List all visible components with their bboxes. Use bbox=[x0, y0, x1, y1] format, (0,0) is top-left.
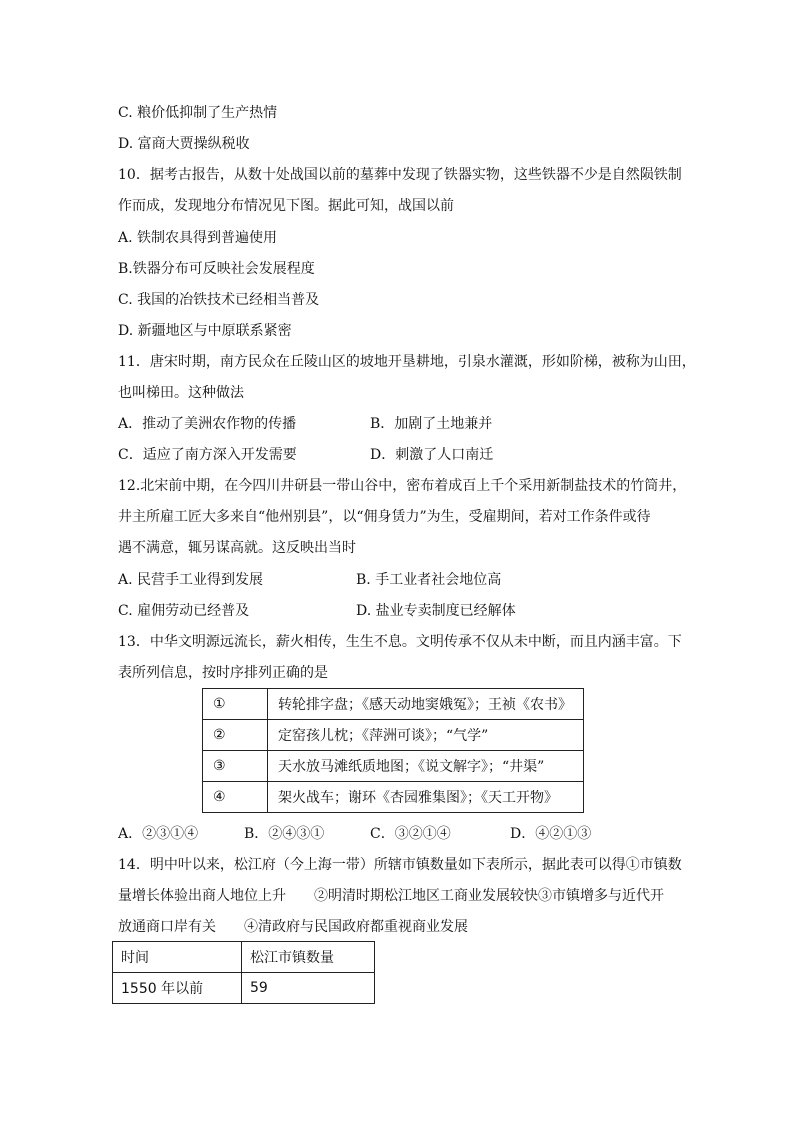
q13-option-d: D．④②①③ bbox=[510, 826, 592, 842]
q13-info-table bbox=[202, 688, 584, 813]
q14-cell-count: 59 bbox=[242, 973, 375, 1004]
q12-stem-line-3: 遇不满意，辄另谋高就。这反映出当时 bbox=[118, 540, 356, 556]
q10-stem-line-2: 作而成，发现地分布情况见下图。据此可知，战国以前 bbox=[118, 198, 454, 214]
q12-stem-line-1: 12.北宋前中期，在今四川井研县一带山谷中，密布着成百上千个采用新制盐技术的竹筒井， bbox=[118, 478, 687, 494]
q13-option-a: A．②③①④ bbox=[118, 826, 199, 842]
q9-option-d: D. 富商大贾操纵税收 bbox=[118, 136, 250, 152]
q11-stem-line-1: 11．唐宋时期，南方民众在丘陵山区的坡地开垦耕地，引泉水灌溉，形如阶梯，被称为山田， bbox=[118, 354, 696, 370]
q14-header-count: 松江市镇数量 bbox=[242, 942, 375, 973]
q13-row-number: ③ bbox=[203, 751, 268, 782]
q13-option-c: C．③②①④ bbox=[370, 826, 451, 842]
table-header-row bbox=[113, 942, 375, 973]
table-row bbox=[203, 689, 584, 720]
q13-row-number: ① bbox=[203, 689, 268, 720]
q13-row-text: 转轮排字盘；《感天动地窦娥冤》；王祯《农书》 bbox=[268, 689, 584, 720]
table-row bbox=[113, 973, 375, 1004]
q10-option-c: C. 我国的冶铁技术已经相当普及 bbox=[118, 292, 320, 308]
q10-option-d: D. 新疆地区与中原联系紧密 bbox=[118, 323, 292, 339]
q12-option-d: D. 盐业专卖制度已经解体 bbox=[356, 603, 516, 619]
q11-option-c: C．适应了南方深入开发需要 bbox=[118, 447, 297, 463]
q12-stem-line-2: 井主所雇工匠大多来自“他州别县”，以“佣身赁力”为生，受雇期间，若对工作条件或待 bbox=[118, 509, 651, 525]
q10-option-a: A. 铁制农具得到普遍使用 bbox=[118, 230, 278, 246]
q12-option-c: C. 雇佣劳动已经普及 bbox=[118, 603, 250, 619]
q11-option-d: D．刺激了人口南迁 bbox=[370, 447, 494, 463]
q10-option-b: B.铁器分布可反映社会发展程度 bbox=[118, 261, 315, 277]
q14-data-table bbox=[112, 941, 375, 1004]
q11-option-a: A．推动了美洲农作物的传播 bbox=[118, 416, 297, 432]
table-row bbox=[203, 751, 584, 782]
q11-stem-line-2: 也叫梯田。这种做法 bbox=[118, 385, 244, 401]
q14-stem-line-1: 14．明中叶以来，松江府（今上海一带）所辖市镇数量如下表所示，据此表可以得①市镇数 bbox=[118, 857, 682, 873]
table-row bbox=[203, 782, 584, 813]
q13-row-text: 天水放马滩纸质地图；《说文解字》；“井渠” bbox=[268, 751, 584, 782]
q9-option-c: C. 粮价低抑制了生产热情 bbox=[118, 105, 278, 121]
q14-stem-line-3: 放通商口岸有关 ④清政府与民国政府都重视商业发展 bbox=[118, 919, 468, 935]
q13-row-number: ② bbox=[203, 720, 268, 751]
q13-row-text: 架火战车；谢环《杏园雅集图》；《天工开物》 bbox=[268, 782, 584, 813]
q14-cell-time: 1550 年以前 bbox=[113, 973, 242, 1004]
q14-stem-line-2: 量增长体验出商人地位上升 ②明清时期松江地区工商业发展较快③市镇增多与近代开 bbox=[118, 888, 664, 904]
q13-option-b: B．②④③① bbox=[244, 826, 325, 842]
q10-stem-line-1: 10．据考古报告，从数十处战国以前的墓葬中发现了铁器实物，这些铁器不少是自然陨铁制 bbox=[118, 167, 682, 183]
q12-option-a: A. 民营手工业得到发展 bbox=[118, 572, 264, 588]
q13-row-number: ④ bbox=[203, 782, 268, 813]
q12-option-b: B. 手工业者社会地位高 bbox=[356, 572, 502, 588]
q11-option-b: B．加剧了土地兼并 bbox=[370, 416, 493, 432]
q14-header-time: 时间 bbox=[113, 942, 242, 973]
table-row bbox=[203, 720, 584, 751]
q13-stem-line-1: 13．中华文明源远流长，薪火相传，生生不息。文明传承不仅从未中断，而且内涵丰富。下 bbox=[118, 634, 682, 650]
q13-row-text: 定窑孩儿枕；《萍洲可谈》；“气学” bbox=[268, 720, 584, 751]
q13-stem-line-2: 表所列信息，按时序排列正确的是 bbox=[118, 665, 328, 681]
